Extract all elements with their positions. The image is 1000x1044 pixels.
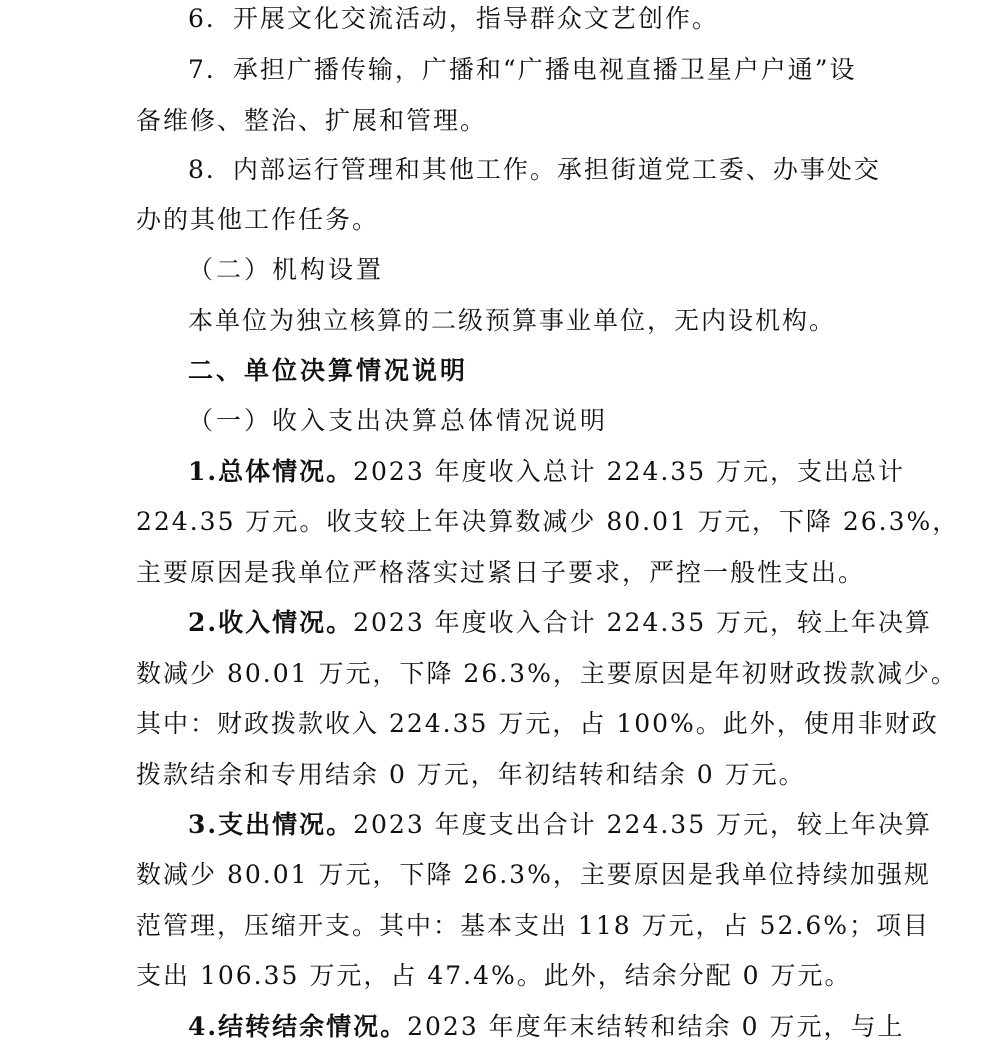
p3-line-1	[188, 808, 932, 842]
p3-line-4: 支出 106.35 万元，占 47.4%。此外，结余分配 0 万元。	[136, 961, 852, 990]
duty-item-7-line-1: 7．承担广播传输，广播和“广播电视直播卫星户户通”设	[188, 55, 857, 84]
duty-item-7-line-2: 备维修、整治、扩展和管理。	[136, 106, 488, 135]
p3-line-2: 数减少 80.01 万元，下降 26.3%，主要原因是我单位持续加强规	[136, 860, 931, 889]
org-description: 本单位为独立核算的二级预算事业单位，无内设机构。	[188, 306, 837, 335]
p1-line-1	[188, 455, 905, 489]
p1-text-1: 2023 年度收入总计 224.35 万元，支出总计	[353, 457, 906, 486]
p2-line-3: 其中：财政拨款收入 224.35 万元，占 100%。此外，使用非财政	[136, 709, 939, 738]
duty-item-6: 6．开展文化交流活动，指导群众文艺创作。	[188, 4, 719, 33]
duty-item-8-line-1: 8．内部运行管理和其他工作。承担街道党工委、办事处交	[188, 155, 881, 184]
p3-lead: 3.支出情况。	[188, 810, 354, 839]
p3-text-1: 2023 年度支出合计 224.35 万元，较上年决算	[353, 810, 933, 839]
p1-line-2: 224.35 万元。收支较上年决算数减少 80.01 万元，下降 26.3%，	[136, 507, 960, 536]
p4-text-1: 2023 年度年末结转和结余 0 万元，与上	[407, 1012, 905, 1041]
p2-line-4: 拨款结余和专用结余 0 万元，年初结转和结余 0 万元。	[136, 760, 806, 789]
subsection-heading-1: （一）收入支出决算总体情况说明	[188, 406, 609, 435]
p2-text-1: 2023 年度收入合计 224.35 万元，较上年决算	[353, 608, 933, 637]
p4-line-1	[188, 1010, 904, 1044]
section-heading-2: 二、单位决算情况说明	[188, 356, 469, 385]
section-heading-org: （二）机构设置	[188, 255, 385, 284]
p3-line-3: 范管理，压缩开支。其中：基本支出 118 万元，占 52.6%；项目	[136, 911, 930, 940]
p4-lead: 4.结转结余情况。	[188, 1012, 408, 1041]
p1-lead: 1.总体情况。	[188, 457, 354, 486]
p1-line-3: 主要原因是我单位严格落实过紧日子要求，严控一般性支出。	[136, 558, 866, 587]
p2-lead: 2.收入情况。	[188, 608, 354, 637]
p2-line-1	[188, 606, 932, 640]
p2-line-2: 数减少 80.01 万元，下降 26.3%，主要原因是年初财政拨款减少。	[136, 659, 958, 688]
duty-item-8-line-2: 办的其他工作任务。	[136, 205, 380, 234]
